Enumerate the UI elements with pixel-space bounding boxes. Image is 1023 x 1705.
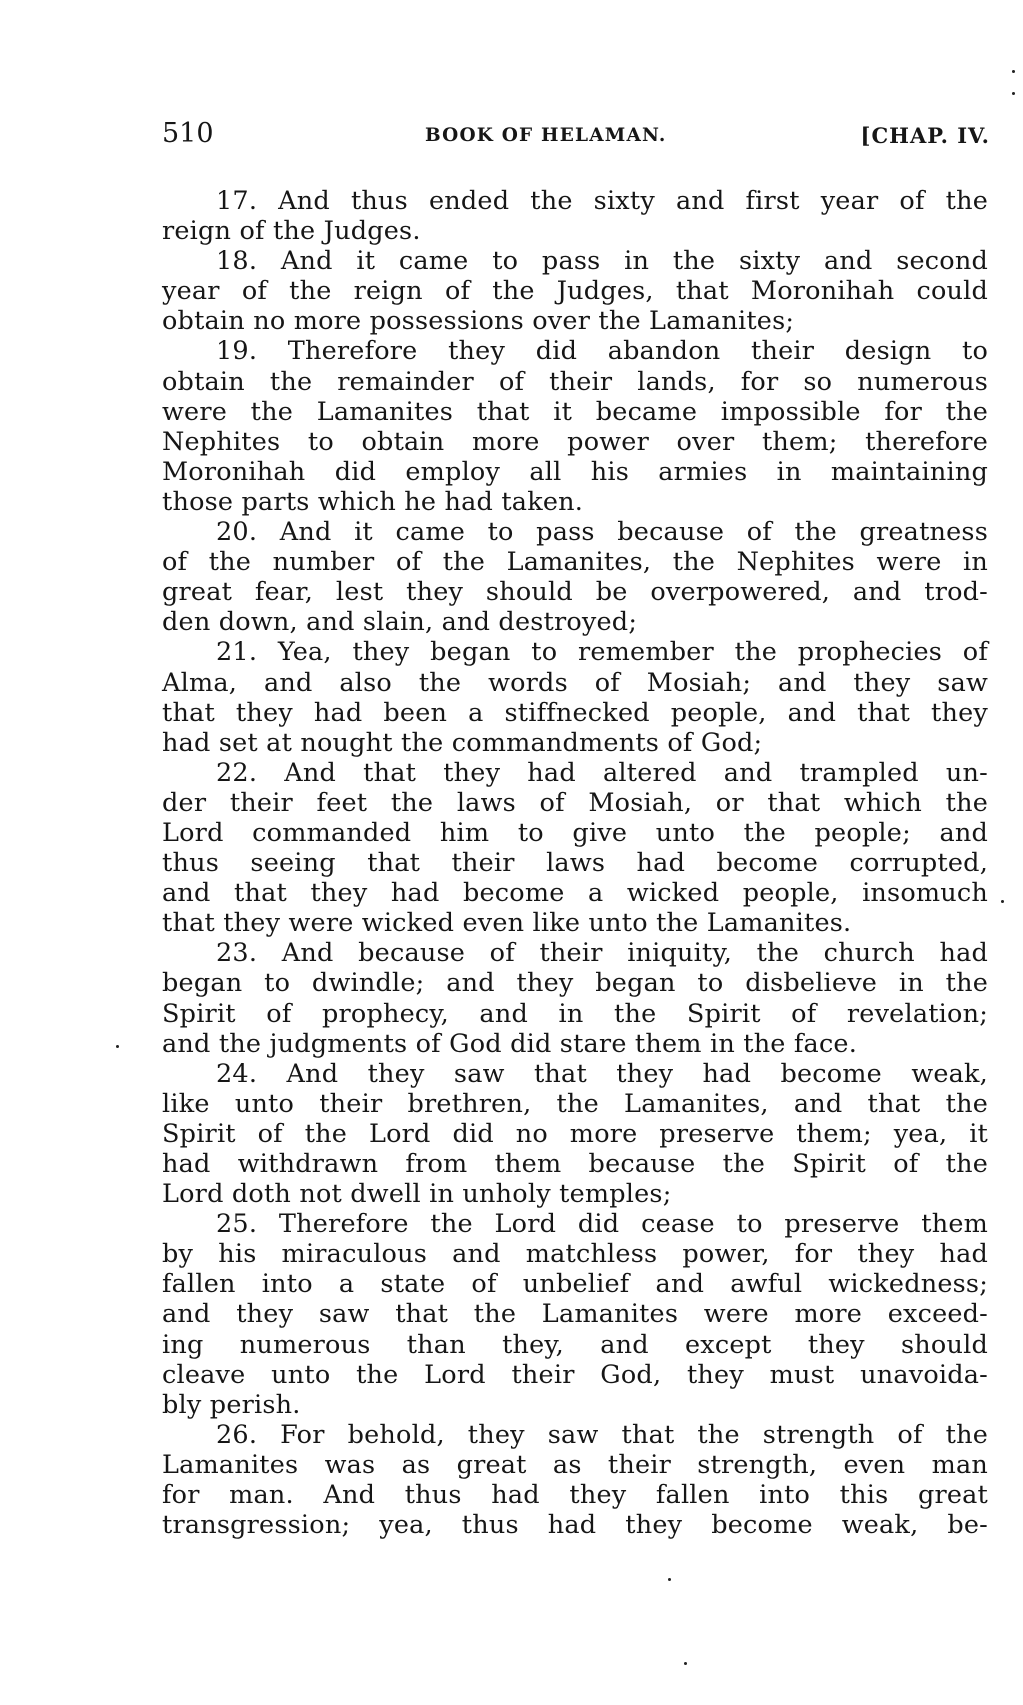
text-line: and the judgments of God did stare them in the face. (162, 1028, 858, 1059)
scan-speck (684, 1662, 687, 1665)
text-line: der their feet the laws of Mosiah, or that which the (162, 787, 988, 818)
text-line: Alma, and also the words of Mosiah; and they saw (162, 667, 988, 698)
text-line: Spirit of prophecy, and in the Spirit of revelation; (162, 998, 988, 1029)
page-number: 510 (162, 118, 214, 149)
text-line: transgression; yea, thus had they become weak, be- (162, 1510, 988, 1541)
text-line: obtain the remainder of their lands, for so numerous (162, 366, 988, 397)
text-line: Lord doth not dwell in unholy temples; (162, 1179, 672, 1210)
text-line: ing numerous than they, and except they should (162, 1329, 988, 1360)
text-line: were the Lamanites that it became impossible for the (162, 396, 988, 427)
text-line: like unto their brethren, the Lamanites, and that the (162, 1088, 988, 1119)
text-line: 17. And thus ended the sixty and first year of the (216, 186, 988, 216)
text-line: reign of the Judges. (162, 216, 421, 247)
text-line: Lamanites was as great as their strength, even man (162, 1449, 988, 1480)
scan-speck (116, 1045, 119, 1048)
running-head (162, 118, 990, 158)
text-line: Spirit of the Lord did no more preserve them; yea, it (162, 1118, 988, 1149)
text-line: Lord commanded him to give unto the people; and (162, 817, 988, 848)
text-line: year of the reign of the Judges, that Moronihah could (162, 276, 988, 307)
text-line: cleave unto the Lord their God, they must unavoida- (162, 1359, 988, 1390)
text-line: by his miraculous and matchless power, for they had (162, 1239, 988, 1270)
text-line: obtain no more possessions over the Lamanites; (162, 306, 795, 337)
text-line: bly perish. (162, 1389, 301, 1420)
text-line: 26. For behold, they saw that the strength of the (216, 1419, 988, 1450)
text-line: and that they had become a wicked people, insomuch (162, 878, 988, 909)
text-line: 20. And it came to pass because of the greatness (216, 517, 988, 548)
text-line: 21. Yea, they began to remember the prophecies of (216, 637, 988, 668)
text-line: Nephites to obtain more power over them; therefore (162, 426, 988, 457)
text-line: great fear, lest they should be overpowered, and trod- (162, 577, 988, 608)
text-line: 18. And it came to pass in the sixty and second (216, 246, 988, 277)
chapter-label: [CHAP. IV. (860, 123, 990, 148)
text-line: had withdrawn from them because the Spirit of the (162, 1149, 988, 1179)
scan-speck (1012, 92, 1015, 95)
scan-speck (1001, 900, 1004, 903)
text-line: 22. And that they had altered and trampled un- (216, 757, 988, 788)
text-line: that they were wicked even like unto the Lamanites. (162, 908, 852, 939)
text-line: and they saw that the Lamanites were more exceed- (162, 1299, 988, 1330)
text-line: Moronihah did employ all his armies in maintaining (162, 456, 988, 487)
text-line: those parts which he had taken. (162, 486, 584, 517)
text-line: of the number of the Lamanites, the Nephites were in (162, 547, 988, 578)
text-line: 24. And they saw that they had become weak, (216, 1058, 988, 1089)
text-line: 25. Therefore the Lord did cease to preserve them (216, 1209, 988, 1240)
text-line: den down, and slain, and destroyed; (162, 607, 638, 638)
book-title: BOOK OF HELAMAN. (425, 125, 667, 146)
text-line: 19. Therefore they did abandon their design to (216, 336, 988, 367)
text-line: thus seeing that their laws had become corrupted, (162, 848, 988, 879)
scan-speck (668, 1578, 671, 1581)
text-line: had set at nought the commandments of God; (162, 727, 763, 758)
verse-text-block (162, 186, 988, 1540)
text-line: began to dwindle; and they began to disbelieve in the (162, 968, 988, 999)
text-line: that they had been a stiffnecked people, and that they (162, 697, 988, 728)
scan-speck (1012, 70, 1015, 73)
text-line: 23. And because of their iniquity, the church had (216, 938, 988, 969)
text-line: for man. And thus had they fallen into this great (162, 1480, 988, 1511)
text-line: fallen into a state of unbelief and awful wickedness; (162, 1269, 988, 1300)
